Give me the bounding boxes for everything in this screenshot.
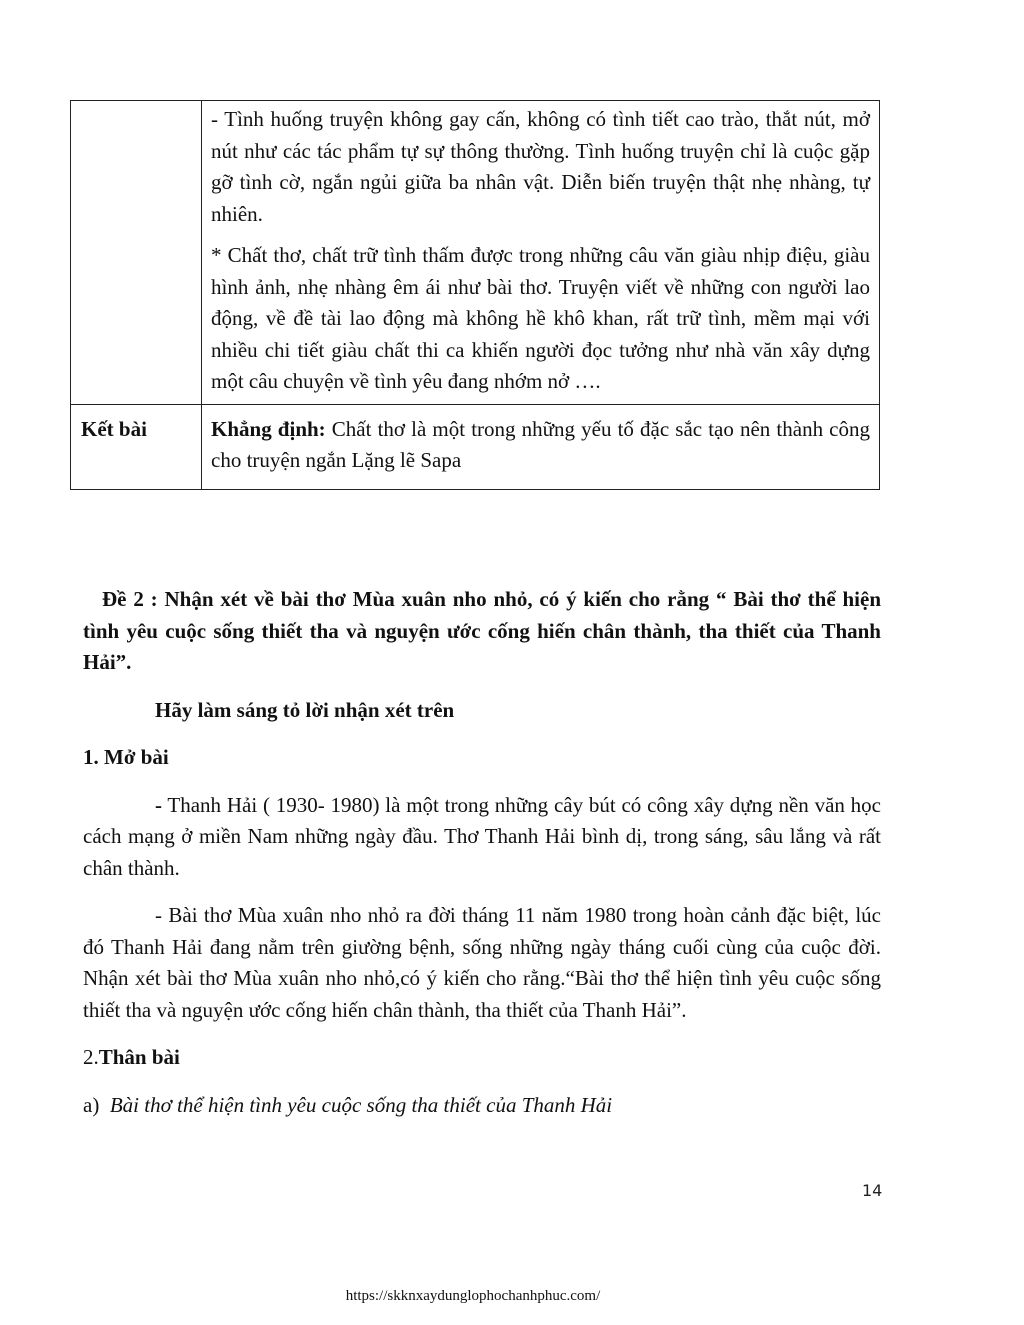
table-paragraph: - Tình huống truyện không gay cấn, không có tình tiết cao trào, thắt nút, mở nút như các tác phẩm tự sự thông thường. Tình huống truyện chỉ là cuộc gặp gỡ tình cờ, ngắn ngủi giữa ba nhân vật. Diễn biến truyện thật nhẹ nhàng, tự nhiên. xyxy=(211,107,870,226)
row-heading: Kết bài xyxy=(81,416,147,441)
table-cell-right xyxy=(202,404,880,489)
table-paragraph xyxy=(211,414,870,477)
table-row xyxy=(71,101,880,405)
instruction-heading: Hãy làm sáng tỏ lời nhận xét trên xyxy=(155,697,455,722)
paragraph: - Thanh Hải ( 1930- 1980) là một trong những cây bút có công xây dựng nền văn học cách mạng ở miền Nam những ngày đầu. Thơ Thanh Hải bình dị, trong sáng, sâu lắng và rất chân thành. xyxy=(83,792,881,880)
section-heading: 1. Mở bài xyxy=(83,745,169,769)
outline-table xyxy=(70,100,880,490)
footer-url[interactable]: https://skknxaydunglophochanhphuc.com/ xyxy=(345,1288,601,1304)
table-row xyxy=(71,404,880,489)
section-heading: 2.Thân bài xyxy=(83,1045,180,1069)
table-paragraph: * Chất thơ, chất trữ tình thấm được trong những câu văn giàu nhịp điệu, giàu hình ảnh, nhẹ nhàng êm ái như bài thơ. Truyện viết về những con người lao động, về đề tài lao động mà không hề khô khan, rất trữ tình, mềm mại với nhiều chi tiết giàu chất thi ca khiến người đọc tưởng như nhà văn xây dựng một câu chuyện về tình yêu đang nhớm nở …. xyxy=(211,243,870,393)
paragraph: - Bài thơ Mùa xuân nho nhỏ ra đời tháng 11 năm 1980 trong hoàn cảnh đặc biệt, lúc đó Thanh Hải đang nằm trên giường bệnh, sống những ngày tháng cuối cùng của cuộc đời. Nhận xét bài thơ Mùa xuân nho nhỏ,có ý kiến cho rằng.“Bài thơ thể hiện tình yêu cuộc sống thiết tha và nguyện ước cống hiến chân thành, tha thiết của Thanh Hải”. xyxy=(83,903,881,1022)
table-cell-left xyxy=(71,404,202,489)
paragraph-text: Chất thơ là một trong những yếu tố đặc sắc tạo nên thành công cho truyện ngắn Lặng lẽ Sapa xyxy=(211,416,871,472)
subsection-heading: a) Bài thơ thể hiện tình yêu cuộc sống tha thiết của Thanh Hải xyxy=(83,1092,613,1117)
page-number: 14 xyxy=(862,1181,883,1200)
document-body xyxy=(83,584,881,1121)
table-cell-left xyxy=(71,101,202,405)
table-cell-right xyxy=(202,101,880,405)
bold-lead: Khẳng định: xyxy=(211,416,326,441)
row-heading xyxy=(71,101,201,119)
exercise-title: Đề 2 : Nhận xét về bài thơ Mùa xuân nho nhỏ, có ý kiến cho rằng “ Bài thơ thể hiện tình yêu cuộc sống thiết tha và nguyện ước cống hiến chân thành, tha thiết của Thanh Hải”. xyxy=(83,587,881,674)
